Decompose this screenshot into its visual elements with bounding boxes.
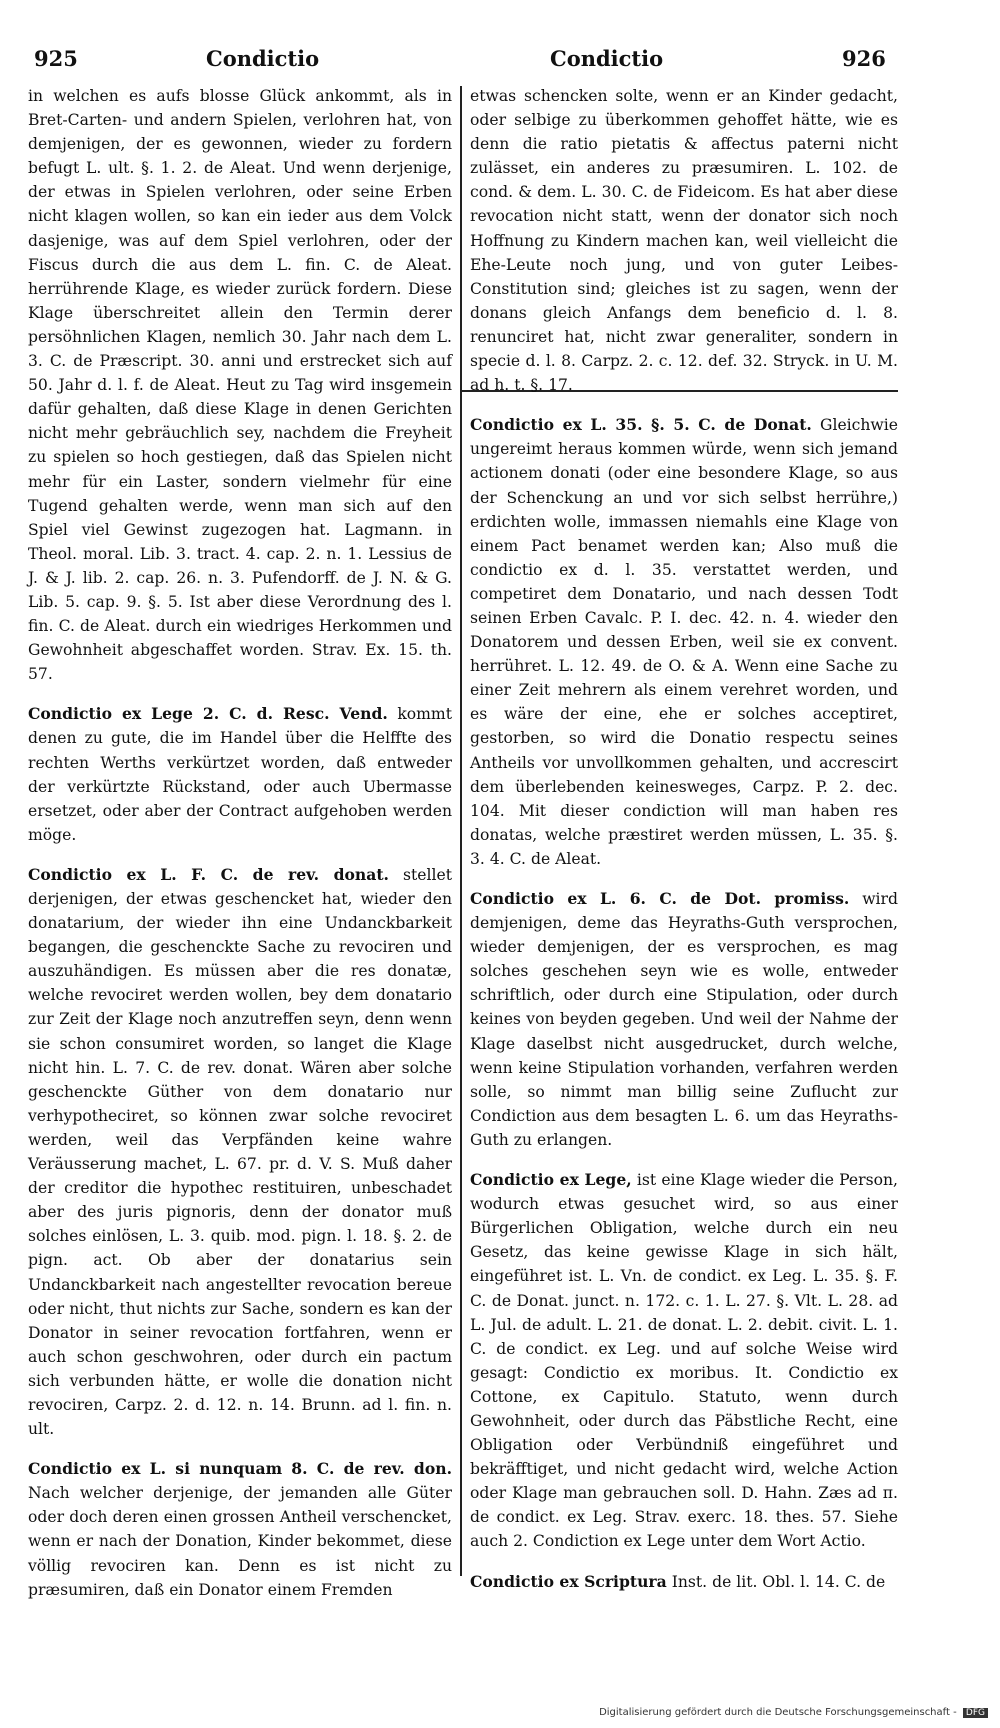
entry-heading: Condictio ex Lege, xyxy=(470,1170,632,1190)
right-column xyxy=(470,84,898,1610)
entry-text: Inst. de lit. Obl. l. 14. C. de xyxy=(671,1572,886,1591)
entry-heading: Condictio ex L. 6. C. de Dot. promiss. xyxy=(470,889,850,908)
running-title-right: Condictio xyxy=(550,46,664,71)
entry-text: in welchen es aufs blosse Glück ankommt, als in Bret-Carten- und andern Spielen, verlohren hat, von demjenigen, der es gewonnen, wieder zu fordern befugt L. ult. §. 1. 2. de Aleat. Und wenn derjenige, der etwas in Spielen verlohren, oder seine Erben nicht klagen wollen, so kan ein ieder aus dem Volck dasjenige, was auf dem Spiel verlohren, oder der Fiscus durch die aus dem L. fin. C. de Aleat. herrührende Klage, es wieder zurück fordern. Diese Klage überschreitet allein den Termin derer persöhnlichen Klagen, nemlich 30. Jahr nach dem L. 3. C. de Præscript. 30. anni und erstrecket sich auf 50. Jahr d. l. f. de Aleat. Heut zu Tag wird insgemein dafür gehalten, daß diese Klage in denen Gerichten nicht mehr gebräuchlich sey, nachdem die Freyheit zu spielen so hoch gestiegen, daß das Spielen nicht mehr für ein Laster, sondern vielmehr für eine Tugend gehalten werde, wenn man sich auf den Spiel viel Gewinst zugezogen hat. Lagmann. in Theol. moral. Lib. 3. tract. 4. cap. 2. n. 1. Lessius de J. & J. lib. 2. cap. 26. n. 3. Pufendorff. de J. N. & G. Lib. 5. cap. 9. §. 5. Ist aber diese Verordnung des l. fin. C. de Aleat. durch ein wiedriges Herkommen und Gewohnheit abgeschaffet worden. Strav. Ex. 15. th. 57. xyxy=(28,87,452,684)
page-number-right: 926 xyxy=(842,46,886,71)
entry-text: Gleichwie ungereimt heraus kommen würde, wenn sich jemand actionem donati (oder eine besondere Klage, so aus der Schenckung an und vor sich selbst herrühre,) erdichten wolle, immassen niemahls eine Klage von einem Pact benamet werden kan; Also muß die condictio ex d. l. 35. verstattet werden, und competiret dem Donatario, und nach dessen Todt seinen Erben Cavalc. P. I. dec. 42. n. 4. wieder den Donatorem und dessen Erben, weil sie ex convent. herrühret. L. 12. 49. de O. & A. Wenn eine Sache zu einer Zeit mehrern als einem verehret worden, und es wäre der eine, ehe er solches acceptiret, gestorben, so wird die Donatio respectu seines Antheils vor unvollkommen gehalten, und accrescirt dem überlebenden keinesweges, Carpz. P. 2. dec. 104. Mit dieser condiction will man haben res donatas, welche præstiret werden müssen, L. 35. §. 3. 4. C. de Aleat. xyxy=(470,416,898,868)
digitization-footer xyxy=(599,1707,988,1718)
dfg-logo: DFG xyxy=(963,1708,988,1718)
paragraph xyxy=(28,702,452,847)
paragraph xyxy=(28,863,452,1441)
paragraph xyxy=(470,1570,898,1594)
entry-heading: Condictio ex Lege 2. C. d. Resc. Vend. xyxy=(28,704,388,724)
page-header xyxy=(28,46,908,76)
paragraph xyxy=(470,413,898,871)
left-column xyxy=(28,84,452,1618)
entry-heading: Condictio ex L. 35. §. 5. C. de Donat. xyxy=(470,415,812,435)
footer-credit: Digitalisierung gefördert durch die Deutsche Forschungsgemeinschaft - xyxy=(599,1707,957,1718)
column-divider xyxy=(460,86,462,1576)
paragraph xyxy=(28,1457,452,1602)
paragraph xyxy=(28,84,452,686)
running-title-left: Condictio xyxy=(206,46,320,71)
paragraph xyxy=(470,1168,898,1554)
entry-text: stellet derjenigen, der etwas geschencket hat, wieder den donatarium, der wieder ihn eine Undanckbarkeit begangen, die geschenckte Sache zu revociren und auszuhändigen. Es müssen aber die res donatæ, welche revociret werden wollen, bey dem donatario zur Zeit der Klage noch anzutreffen seyn, denn wenn sie schon consumiret worden, so langet die Klage nicht hin. L. 7. C. de rev. donat. Wären aber solche geschenckte Güther von dem donatario nur verhypotheciret, so können zwar solche revociret werden, weil das Verpfänden keine wahre Veräusserung machet, L. 67. pr. d. V. S. Muß daher der creditor die hypothec restituiren, unbeschadet aber des juris pignoris, denn der donator muß solches einlösen, L. 3. quib. mod. pign. l. 18. §. 2. de pign. act. Ob aber der donatarius sein Undanckbarkeit nach angestellter revocation bereue oder nicht, thut nichts zur Sache, sondern es kan der Donator in seiner revocation fortfahren, wenn er auch schon geschwohren, oder durch ein pactum sich verbunden hätte, er wolle die donation nicht revociren, Carpz. 2. d. 12. n. 14. Brunn. ad l. fin. n. ult. xyxy=(28,865,452,1439)
entry-heading: Condictio ex L. F. C. de rev. donat. xyxy=(28,864,389,884)
entry-text: wird demjenigen, deme das Heyraths-Guth versprochen, wieder demjenigen, der es versprochen, es mag solches geschehen seyn wie es wolle, entweder schriftlich, oder durch eine Stipulation, oder durch keines von beyden gegeben. Und weil der Nahme der Klage daselbst nicht ausgedrucket, durch welche, wenn keine Stipulation vorhanden, verfahren werden solle, so nimmt man billig seine Zuflucht zur Condiction aus dem besagten L. 6. um das Heyraths-Guth zu erlangen. xyxy=(470,890,898,1149)
entry-text: ist eine Klage wieder die Person, wodurch etwas gesuchet wird, so aus einer Bürgerlichen Obligation, welche durch ein neu Gesetz, das keine gewisse Klage in sich hält, eingeführet ist. L. Vn. de condict. ex Leg. L. 35. §. F. C. de Donat. junct. n. 172. c. 1. L. 27. §. Vlt. L. 28. ad L. Jul. de adult. L. 21. de donat. L. 2. debit. civit. L. 1. C. de condict. ex Leg. und auf solche Weise wird gesagt: Condictio ex moribus. It. Condictio ex Cottone, ex Capitulo. Statuto, wenn durch Gewohnheit, oder durch das Päbstliche Recht, eine Obligation oder Verbündniß eingeführet und bekräfftiget, und nicht gedacht wird, welche Action oder Klage man gebrauchen soll. D. Hahn. Zæs ad π. de condict. ex Leg. Strav. exerc. 18. thes. 57. Siehe auch 2. Condiction ex Lege unter dem Wort Actio. xyxy=(470,1171,898,1551)
paragraph xyxy=(470,84,898,397)
entry-heading: Condictio ex Scriptura xyxy=(470,1571,667,1591)
paragraph xyxy=(470,887,898,1152)
entry-text: Nach welcher derjenige, der jemanden alle Güter oder doch deren einen grossen Antheil verschencket, wenn er nach der Donation, Kinder bekommet, diese völlig revociren kan. Denn es ist nicht zu præsumiren, daß ein Donator einem Fremden xyxy=(28,1484,452,1599)
page-number-left: 925 xyxy=(34,46,78,71)
entry-text: etwas schencken solte, wenn er an Kinder gedacht, oder selbige zu überkommen gehoffet hätte, wie es denn die ratio pietatis & affectus paterni nicht zulässet, ein anderes zu præsumiren. L. 102. de cond. & dem. L. 30. C. de Fideicom. Es hat aber diese revocation nicht statt, wenn der donator sich noch Hoffnung zu Kindern machen kan, weil vielleicht die Ehe-Leute noch jung, und von guter Leibes-Constitution sind; gleiches ist zu sagen, wenn der donans gleich Anfangs dem beneficio d. l. 8. renunciret hat, nicht zwar generaliter, sondern in specie d. l. 8. Carpz. 2. c. 12. def. 32. Stryck. in U. M. ad h. t. §. 17. xyxy=(470,87,898,395)
entry-heading: Condictio ex L. si nunquam 8. C. de rev. don. xyxy=(28,1459,452,1479)
entry-text: kommt denen zu gute, die im Handel über die Helffte des rechten Werths verkürtzet worden, daß entweder der verkürtzte Rückstand, oder auch Ubermasse ersetzet, oder aber der Contract aufgehoben werden möge. xyxy=(28,705,452,844)
